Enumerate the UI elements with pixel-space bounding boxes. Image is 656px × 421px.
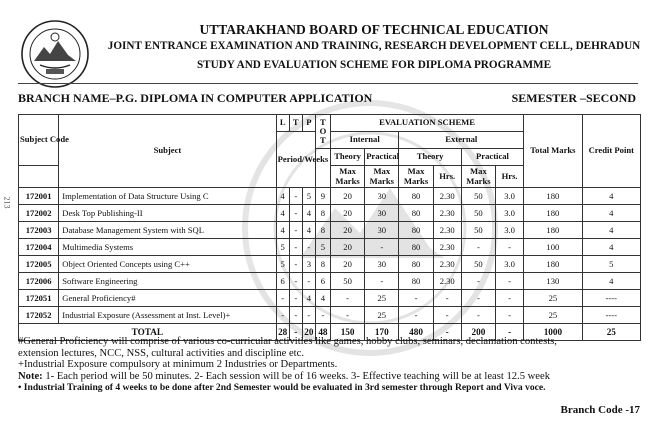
header-subject: Subject <box>59 115 276 188</box>
credit-point: ---- <box>582 307 640 324</box>
credit-point: 4 <box>582 239 640 256</box>
internal-practical-marks: 30 <box>365 188 399 205</box>
external-theory-marks: 80 <box>399 239 433 256</box>
credit-point: 5 <box>582 256 640 273</box>
total-l: 28 <box>276 324 289 341</box>
external-practical-marks: - <box>461 239 495 256</box>
external-theory-marks: 80 <box>399 188 433 205</box>
internal-practical-marks: 25 <box>365 290 399 307</box>
external-practical-hrs: - <box>496 307 524 324</box>
practical-periods: 4 <box>302 205 315 222</box>
practical-periods: - <box>302 273 315 290</box>
header-max-marks: Max Marks <box>461 166 495 188</box>
external-theory-hrs: 2.30 <box>433 239 461 256</box>
tutorial-periods: - <box>289 256 302 273</box>
practical-periods: 4 <box>302 290 315 307</box>
subject-code: 172005 <box>19 256 59 273</box>
subject-code: 172052 <box>19 307 59 324</box>
total-marks: 1000 <box>524 324 582 341</box>
internal-theory-marks: 20 <box>330 205 364 222</box>
board-emblem-icon <box>20 19 90 89</box>
note-general-proficiency-1: #General Proficiency will comprise of various co-curricular activities like games, hobby clubs, seminars, declamation contests, <box>18 336 557 347</box>
board-title: UTTARAKHAND BOARD OF TECHNICAL EDUCATION <box>199 22 549 37</box>
header-period-weeks: Period/Weeks <box>276 132 315 188</box>
table-row <box>19 290 641 307</box>
credit-point: 4 <box>582 205 640 222</box>
tutorial-periods: - <box>289 188 302 205</box>
internal-theory-marks: 20 <box>330 222 364 239</box>
header-code-blank <box>19 166 59 188</box>
subject-code: 172001 <box>19 188 59 205</box>
subject-code: 172003 <box>19 222 59 239</box>
total-periods: 6 <box>315 273 330 290</box>
tutorial-periods: - <box>289 222 302 239</box>
note-training-bullet: • Industrial Training of 4 weeks to be done after 2nd Semester would be evaluated in 3rd semester through Report and Viva voce. <box>18 382 546 394</box>
external-theory-marks: 80 <box>399 256 433 273</box>
subject-code: 172002 <box>19 205 59 222</box>
external-theory-hrs: - <box>433 307 461 324</box>
table-row <box>19 273 641 290</box>
total-int-practical: 170 <box>365 324 399 341</box>
scheme-title: STUDY AND EVALUATION SCHEME FOR DIPLOMA PROGRAMME <box>196 59 552 71</box>
total-t: - <box>289 324 302 341</box>
total-ext-theory-hrs: - <box>433 324 461 341</box>
table-row <box>19 222 641 239</box>
lecture-periods: - <box>276 307 289 324</box>
note-industrial-exposure: +Industrial Exposure compulsory at minimum 2 Industries or Departments. <box>18 359 338 371</box>
header-ext-practical: Practical <box>461 149 523 166</box>
header-max-marks: Max Marks <box>399 166 433 188</box>
practical-periods: 3 <box>302 256 315 273</box>
internal-theory-marks: - <box>330 290 364 307</box>
header-t: T <box>289 115 302 132</box>
note-line <box>18 371 648 383</box>
total-periods: - <box>315 307 330 324</box>
subject-name: Implementation of Data Structure Using C <box>59 188 276 205</box>
internal-practical-marks: - <box>365 273 399 290</box>
credit-point: ---- <box>582 290 640 307</box>
total-tot: 48 <box>315 324 330 341</box>
table-row <box>19 239 641 256</box>
total-marks: 180 <box>524 188 582 205</box>
internal-practical-marks: - <box>365 239 399 256</box>
header-p: P <box>302 115 315 132</box>
subject-name: Multimedia Systems <box>59 239 276 256</box>
external-practical-hrs: 3.0 <box>496 256 524 273</box>
external-practical-marks: 50 <box>461 222 495 239</box>
header-credit-point: Credit Point <box>582 115 640 188</box>
total-label: TOTAL <box>19 324 277 341</box>
total-marks: 100 <box>524 239 582 256</box>
page-marker: 213 <box>2 196 12 209</box>
table-row <box>19 307 641 324</box>
total-ext-practical: 200 <box>461 324 495 341</box>
scheme-table <box>18 114 641 341</box>
total-ext-theory: 480 <box>399 324 433 341</box>
total-periods: 4 <box>315 290 330 307</box>
table-row <box>19 205 641 222</box>
internal-practical-marks: 25 <box>365 307 399 324</box>
internal-theory-marks: 50 <box>330 273 364 290</box>
practical-periods: 5 <box>302 188 315 205</box>
table-row <box>19 256 641 273</box>
notes-section <box>18 336 648 394</box>
external-practical-hrs: - <box>496 273 524 290</box>
header-external: External <box>399 132 524 149</box>
external-theory-marks: 80 <box>399 205 433 222</box>
external-practical-hrs: 3.0 <box>496 205 524 222</box>
practical-periods: 4 <box>302 222 315 239</box>
lecture-periods: 6 <box>276 273 289 290</box>
external-theory-hrs: - <box>433 290 461 307</box>
header-max-marks: Max Marks <box>330 166 364 188</box>
external-practical-hrs: 3.0 <box>496 188 524 205</box>
external-theory-hrs: 2.30 <box>433 188 461 205</box>
header-tot: T O T <box>315 115 330 149</box>
external-theory-hrs: 2.30 <box>433 205 461 222</box>
tutorial-periods: - <box>289 273 302 290</box>
total-periods: 9 <box>315 188 330 205</box>
total-credit: 25 <box>582 324 640 341</box>
header-internal: Internal <box>330 132 398 149</box>
subject-name: Database Management System with SQL <box>59 222 276 239</box>
external-practical-hrs: - <box>496 239 524 256</box>
external-theory-hrs: 2.30 <box>433 256 461 273</box>
tutorial-periods: - <box>289 290 302 307</box>
header-ext-theory: Theory <box>399 149 461 166</box>
subject-name: Industrial Exposure (Assessment at Inst. Level)+ <box>59 307 276 324</box>
total-ext-practical-hrs: - <box>496 324 524 341</box>
subject-name: Desk Top Publishing-II <box>59 205 276 222</box>
note-label: Note: <box>18 370 43 382</box>
internal-theory-marks: - <box>330 307 364 324</box>
lecture-periods: 4 <box>276 188 289 205</box>
lecture-periods: 4 <box>276 205 289 222</box>
internal-theory-marks: 20 <box>330 239 364 256</box>
credit-point: 4 <box>582 222 640 239</box>
external-theory-marks: - <box>399 290 433 307</box>
external-practical-marks: - <box>461 273 495 290</box>
external-theory-marks: 80 <box>399 222 433 239</box>
header-max-marks: Max Marks <box>365 166 399 188</box>
internal-practical-marks: 30 <box>365 256 399 273</box>
branch-name: BRANCH NAME–P.G. DIPLOMA IN COMPUTER APPLICATION <box>18 91 373 105</box>
subject-code: 172051 <box>19 290 59 307</box>
header-subject-code: Subject Code <box>19 115 59 166</box>
total-marks: 180 <box>524 256 582 273</box>
subject-name: Object Oriented Concepts using C++ <box>59 256 276 273</box>
table-row <box>19 188 641 205</box>
external-practical-hrs: - <box>496 290 524 307</box>
header-l: L <box>276 115 289 132</box>
subject-code: 172004 <box>19 239 59 256</box>
total-marks: 25 <box>524 290 582 307</box>
total-p: 20 <box>302 324 315 341</box>
department-title: JOINT ENTRANCE EXAMINATION AND TRAINING, RESEARCH DEVELOPMENT CELL, DEHRADUN <box>107 40 641 52</box>
header-hrs: Hrs. <box>433 166 461 188</box>
external-practical-marks: 50 <box>461 205 495 222</box>
credit-point: 4 <box>582 188 640 205</box>
external-practical-hrs: 3.0 <box>496 222 524 239</box>
note-general-proficiency-2: extension lectures, NCC, NSS, cultural activities and discipline etc. <box>18 347 304 359</box>
subject-name: General Proficiency# <box>59 290 276 307</box>
internal-theory-marks: 20 <box>330 188 364 205</box>
tutorial-periods: - <box>289 307 302 324</box>
total-periods: 8 <box>315 205 330 222</box>
total-marks: 130 <box>524 273 582 290</box>
external-practical-marks: 50 <box>461 188 495 205</box>
header-evaluation-scheme: EVALUATION SCHEME <box>330 115 523 132</box>
header-hrs: Hrs. <box>496 166 524 188</box>
total-int-theory: 150 <box>330 324 364 341</box>
lecture-periods: 5 <box>276 256 289 273</box>
external-theory-hrs: 2.30 <box>433 273 461 290</box>
total-marks: 180 <box>524 222 582 239</box>
external-theory-marks: - <box>399 307 433 324</box>
total-periods: 8 <box>315 256 330 273</box>
header-divider <box>18 83 638 84</box>
total-marks: 180 <box>524 205 582 222</box>
external-practical-marks: 50 <box>461 256 495 273</box>
subject-code: 172006 <box>19 273 59 290</box>
practical-periods: - <box>302 239 315 256</box>
branch-code: Branch Code -17 <box>560 404 640 416</box>
semester-label: SEMESTER –SECOND <box>511 91 636 105</box>
external-theory-marks: 80 <box>399 273 433 290</box>
internal-theory-marks: 20 <box>330 256 364 273</box>
total-periods: 5 <box>315 239 330 256</box>
subject-name: Software Engineering <box>59 273 276 290</box>
lecture-periods: - <box>276 290 289 307</box>
external-practical-marks: - <box>461 307 495 324</box>
total-marks: 25 <box>524 307 582 324</box>
total-periods: 8 <box>315 222 330 239</box>
practical-periods: - <box>302 307 315 324</box>
tutorial-periods: - <box>289 239 302 256</box>
external-practical-marks: - <box>461 290 495 307</box>
header-int-practical: Practical <box>365 149 399 166</box>
internal-practical-marks: 30 <box>365 205 399 222</box>
lecture-periods: 5 <box>276 239 289 256</box>
note-text: 1- Each period will be 50 minutes. 2- Each session will be of 16 weeks. 3- Effective teaching will be at least 12.5 week <box>42 370 550 382</box>
tutorial-periods: - <box>289 205 302 222</box>
lecture-periods: 4 <box>276 222 289 239</box>
internal-practical-marks: 30 <box>365 222 399 239</box>
header-total-marks: Total Marks <box>524 115 582 188</box>
header-int-theory: Theory <box>330 149 364 166</box>
credit-point: 4 <box>582 273 640 290</box>
external-theory-hrs: 2.30 <box>433 222 461 239</box>
